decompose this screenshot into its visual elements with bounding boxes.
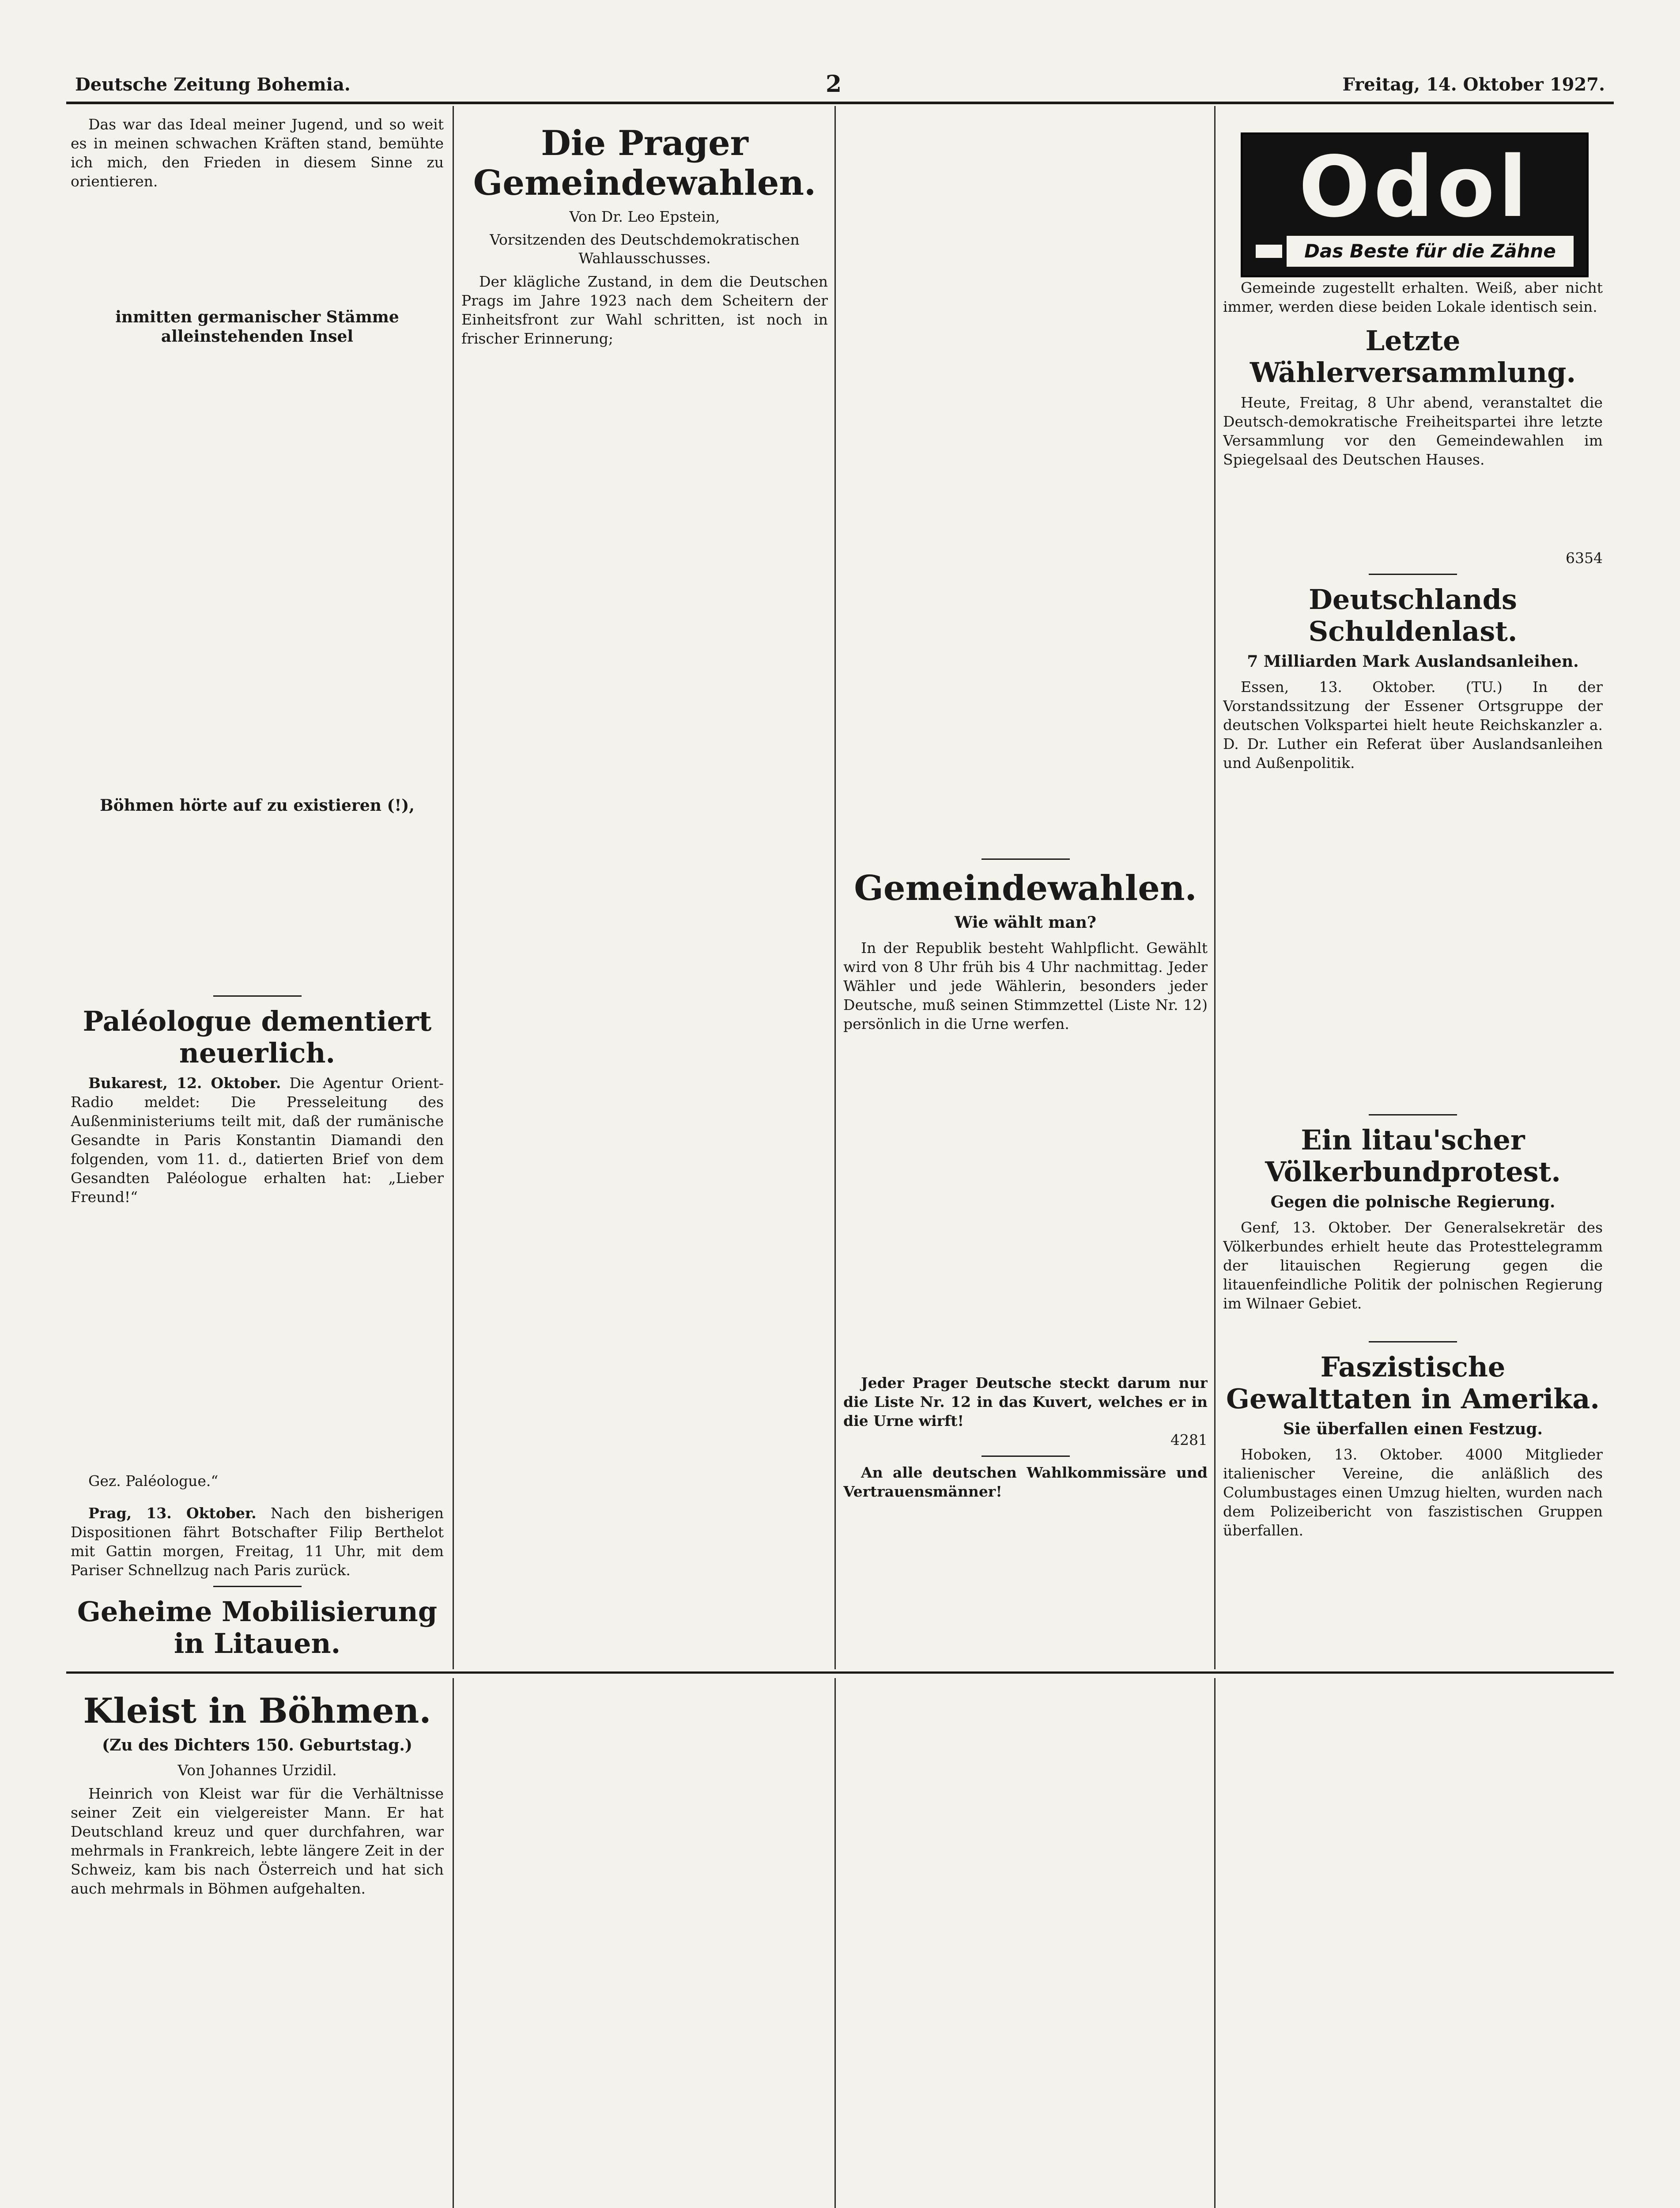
separator xyxy=(982,858,1070,860)
article-headline: Die Prager Gemeindewahlen. xyxy=(473,123,816,203)
article-paragraph: In der Republik besteht Wahlpflicht. Gewählt wird von 8 Uhr früh bis 4 Uhr nachmittag. Jeder Wähler und jede Wählerin, besonders jeder Deutsche, muß seinen Stimmzettel (Liste Nr. 12) persönlich in die Urne werfen. xyxy=(843,939,1208,1032)
article-paragraph: An alle deutschen Wahlkommissäre und Vertrauensmänner! xyxy=(843,1464,1208,1500)
article-headline: Faszistische Gewalttaten in Amerika. xyxy=(1226,1351,1600,1415)
separator xyxy=(1369,1114,1457,1115)
separator xyxy=(213,1586,302,1587)
odol-advertisement: Odol Das Beste für die Zähne xyxy=(1241,132,1589,277)
article-headline: Geheime Mobilisierung in Litauen. xyxy=(77,1596,438,1660)
page-number: 2 xyxy=(826,71,842,98)
separator xyxy=(982,1456,1070,1457)
column-3-upper xyxy=(843,115,1208,1665)
article-paragraph: Gez. Paléologue.“ xyxy=(88,1472,219,1490)
column-4-upper xyxy=(1223,278,1603,1665)
dateline: Prag, 13. Oktober. xyxy=(88,1505,257,1522)
article-subhead: 7 Milliarden Mark Auslandsanleihen. xyxy=(1247,652,1579,671)
article-headline: Paléologue dementiert neuerlich. xyxy=(83,1005,432,1069)
article-byline: Von Johannes Urzidil. xyxy=(177,1762,337,1779)
separator xyxy=(1369,1341,1457,1342)
newspaper-title: Deutsche Zeitung Bohemia. xyxy=(75,74,351,95)
column-rule xyxy=(453,106,454,1669)
column-rule xyxy=(453,1678,454,2208)
article-paragraph xyxy=(71,1664,444,1665)
article-paragraph: Gemeinde zugestellt erhalten. Weiß, aber nicht immer, werden diese beiden Lokale identisch sein. xyxy=(1223,279,1603,315)
column-2-lower xyxy=(461,1682,828,2208)
article-paragraph: Jeder Prager Deutsche steckt darum nur die Liste Nr. 12 in das Kuvert, welches er in die Urne wirft! xyxy=(843,1374,1208,1429)
masthead xyxy=(66,66,1614,104)
article-byline: Vorsitzenden des Deutschdemokratischen Wahlausschusses. xyxy=(490,231,800,267)
article-subhead: Böhmen hörte auf zu existieren (!), xyxy=(100,796,415,815)
article-byline: Von Dr. Leo Epstein, xyxy=(569,208,720,225)
article-subhead: Sie überfallen einen Festzug. xyxy=(1283,1420,1543,1438)
article-subhead: Gegen die polnische Regierung. xyxy=(1270,1193,1555,1211)
article-paragraph: Nach den bisherigen Dispositionen fährt Botschafter Filip Berthelot mit Gattin morgen, Freitag, 11 Uhr, mit dem Pariser Schnellzug nach Paris zurück. xyxy=(71,1505,444,1579)
newspaper-page xyxy=(66,66,1614,2208)
article-paragraph: Die Agentur Orient-Radio meldet: Die Presseleitung des Außenministeriums teilt mit, daß der rumänische Gesandte in Paris Konstantin Diamandi den folgenden, vom 11. d., datierten Brief von dem Gesandten Paléologue erhalten hat: „Lieber Freund!“ xyxy=(71,1074,444,1206)
article-paragraph: Heute, Freitag, 8 Uhr abend, veranstaltet die Deutsch-demokratische Freiheitspartei ihre letzte Versammlung vor den Gemeindewahlen im Spiegelsaal des Deutschen Hauses. xyxy=(1223,394,1603,468)
article-subhead: inmitten germanischer Stämme alleinstehenden Insel xyxy=(115,308,399,346)
article-headline: Ein litau'scher Völkerbundprotest. xyxy=(1265,1124,1561,1188)
article-paragraph: Das war das Ideal meiner Jugend, und so weit es in meinen schwachen Kräften stand, bemühte ich mich, den Frieden in diesem Sinne zu orientieren. xyxy=(71,116,444,190)
article-subhead: Wie wählt man? xyxy=(955,913,1096,932)
article-headline: Gemeindewahlen. xyxy=(854,868,1197,908)
column-rule xyxy=(834,1678,836,2208)
column-rule xyxy=(1214,1678,1216,2208)
article-headline: Kleist in Böhmen. xyxy=(83,1691,431,1731)
column-1-upper xyxy=(71,115,444,1665)
separator xyxy=(1369,574,1457,575)
column-rule xyxy=(1214,106,1216,1669)
article-headline: Deutschlands Schuldenlast. xyxy=(1308,583,1518,647)
article-headline: Letzte Wählerversammlung. xyxy=(1250,325,1576,389)
article-number: 6354 xyxy=(1566,549,1603,567)
article-paragraph: Genf, 13. Oktober. Der Generalsekretär des Völkerbundes erhielt heute das Protesttelegramm der litauischen Regierung gegen die litauenfeindliche Politik der polnischen Regierung im Wilnaer Gebiet. xyxy=(1223,1219,1603,1312)
article-paragraph: Heinrich von Kleist war für die Verhältnisse seiner Zeit ein vielgereister Mann. Er hat Deutschland kreuz und quer durchfahren, war mehrmals in Frankreich, lebte längere Zeit in der Schweiz, kam bis nach Österreich und hat sich auch mehrmals in Böhmen aufgehalten. xyxy=(71,1785,444,1897)
issue-date: Freitag, 14. Oktober 1927. xyxy=(1342,74,1605,95)
column-1-lower xyxy=(71,1682,444,2208)
column-rule xyxy=(834,106,836,1669)
article-number: 4281 xyxy=(1170,1431,1208,1448)
article-paragraph: Der klägliche Zustand, in dem die Deutschen Prags im Jahre 1923 nach dem Scheitern der Einheitsfront zur Wahl schritten, ist noch in frischer Erinnerung; xyxy=(461,273,828,347)
article-paragraph: Essen, 13. Oktober. (TU.) In der Vorstandssitzung der Essener Ortsgruppe der deutschen Volkspartei hielt heute Reichskanzler a. D. Dr. Luther ein Referat über Auslandsanleihen und Außenpolitik. xyxy=(1223,678,1603,771)
article-paragraph: Hoboken, 13. Oktober. 4000 Mitglieder italienischer Vereine, die anläßlich des Columbustages einen Umzug hielten, wurden nach dem Polizeibericht von faszistischen Gruppen überfallen. xyxy=(1223,1446,1603,1539)
separator xyxy=(213,995,302,997)
column-4-lower xyxy=(1223,1682,1603,2208)
dateline: Bukarest, 12. Oktober. xyxy=(88,1074,281,1092)
article-subhead: (Zu des Dichters 150. Geburtstag.) xyxy=(102,1736,412,1754)
column-3-lower xyxy=(843,1682,1208,2208)
section-rule xyxy=(66,1671,1614,1674)
column-2-upper xyxy=(461,115,828,1665)
